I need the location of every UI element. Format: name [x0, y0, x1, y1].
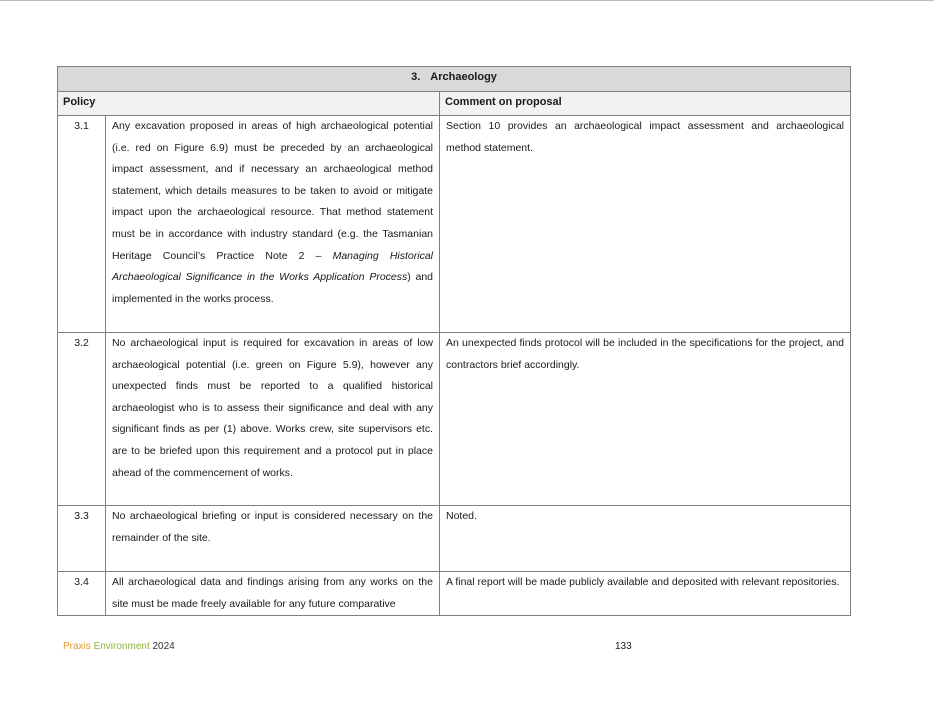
table-row [58, 116, 851, 333]
table-row [58, 572, 851, 616]
policy-header: Policy [58, 92, 440, 116]
header-row [58, 92, 851, 116]
page-top-rule [0, 0, 934, 1]
comment-text: Section 10 provides an archaeological impact assessment and archaeological method statement. [440, 116, 851, 333]
comment-text: Noted. [440, 506, 851, 572]
policy-text: No archaeological input is required for excavation in areas of low archaeological potential (i.e. green on Figure 5.9), however any unexpected finds must be reported to a qualified historical archaeologist who is to assess their significance and deal with any significant finds as per (1) above. Works crew, site supervisors etc. are to be briefed upon this requirement and a protocol put in place ahead of the commencement of works. [106, 333, 440, 506]
section-title-cell [58, 67, 851, 92]
policy-text: No archaeological briefing or input is considered necessary on the remainder of the site. [106, 506, 440, 572]
table-row [58, 333, 851, 506]
footer-brand [63, 641, 175, 653]
section-title: Archaeology [430, 71, 497, 83]
comment-header: Comment on proposal [440, 92, 851, 116]
policy-number: 3.3 [58, 506, 106, 572]
policy-text-italic: Managing Historical Archaeological Significance in the Works Application Process [112, 249, 434, 284]
policy-text: All archaeological data and findings arising from any works on the site must be made freely available for any future comparative [106, 572, 440, 616]
policy-text-part: ) and implemented in the works process. [112, 271, 434, 305]
comment-text: An unexpected finds protocol will be included in the specifications for the project, and contractors brief accordingly. [440, 333, 851, 506]
policy-number: 3.4 [58, 572, 106, 616]
comment-text: A final report will be made publicly available and deposited with relevant repositories. [440, 572, 851, 616]
brand-environment: Environment [93, 641, 150, 652]
policy-text [106, 116, 440, 333]
policy-number: 3.1 [58, 116, 106, 333]
section-title-row [58, 67, 851, 92]
page-number: 133 [615, 641, 632, 652]
brand-praxis: Praxis [63, 641, 91, 652]
archaeology-policy-table [57, 66, 851, 616]
footer-year: 2024 [152, 641, 175, 652]
policy-text-part: Any excavation proposed in areas of high archaeological potential (i.e. red on Figure 6.9) must be preceded by an archaeological impact assessment, and if necessary an archaeological method statement, which details measures to be taken to avoid or mitigate impact upon the archaeological resource. That method statement must be in accordance with industry standard (e.g. the Tasmanian Heritage Council’s Practice Note 2 – [112, 120, 433, 262]
table-row [58, 506, 851, 572]
policy-number: 3.2 [58, 333, 106, 506]
section-number: 3. [411, 71, 421, 83]
